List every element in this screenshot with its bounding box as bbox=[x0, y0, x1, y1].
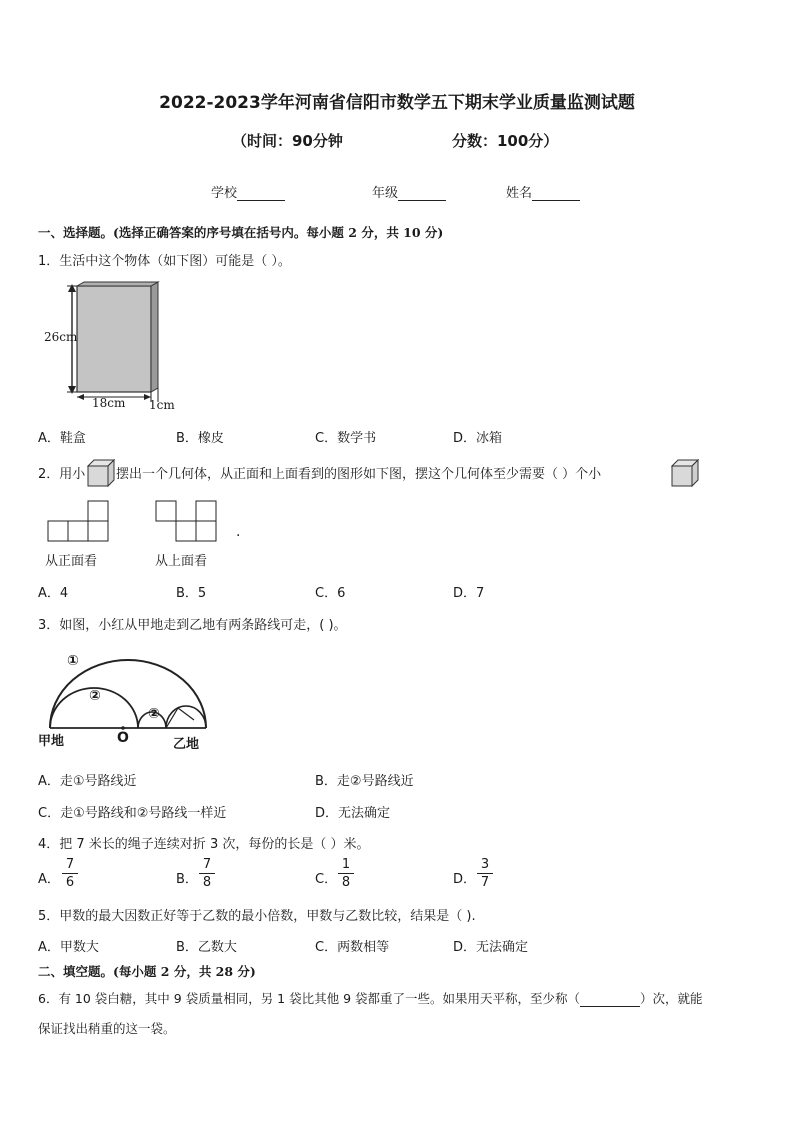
q2-option-d[interactable]: D．7 bbox=[453, 586, 485, 601]
q4-option-d[interactable]: D． bbox=[453, 872, 477, 887]
school-field bbox=[211, 182, 285, 201]
q5-option-a[interactable]: A．甲数大 bbox=[38, 940, 99, 955]
q2-option-b[interactable]: B．5 bbox=[176, 586, 207, 601]
school-label: 学校 bbox=[211, 186, 238, 201]
q3-start-label: 甲地 bbox=[38, 734, 65, 749]
q5-option-d[interactable]: D．无法确定 bbox=[453, 940, 529, 955]
exam-score: 分数：100分） bbox=[452, 132, 559, 150]
q4-option-c-fraction: 1 8 bbox=[338, 857, 354, 890]
q3-route2-label-b: ② bbox=[148, 706, 160, 722]
q2-front-label: 从正面看 bbox=[45, 554, 98, 569]
q2-top-label: 从上面看 bbox=[155, 554, 208, 569]
q1-height-label: 26cm bbox=[44, 330, 78, 344]
grade-blank[interactable] bbox=[398, 186, 446, 201]
grade-label: 年级 bbox=[372, 186, 399, 201]
q6-text-a: 6．有 10 袋白糖，其中 9 袋质量相同，另 1 袋比其他 9 袋都重了一些。如果用天平称，至少称（ bbox=[38, 991, 581, 1006]
q1-depth-label: 1cm bbox=[149, 398, 175, 412]
q2-front-view bbox=[47, 500, 111, 542]
q1-option-b[interactable]: B．橡皮 bbox=[176, 431, 224, 446]
q4-option-c[interactable]: C． bbox=[315, 872, 338, 887]
q2-text-a: 2．用小 bbox=[38, 467, 86, 482]
page-title: 2022-2023学年河南省信阳市数学五下期末学业质量监测试题 bbox=[159, 93, 635, 113]
q2-top-view bbox=[155, 500, 219, 542]
q4-option-d-fraction: 3 7 bbox=[477, 857, 493, 890]
q6-line1 bbox=[38, 989, 703, 1007]
small-cube-icon bbox=[86, 458, 108, 480]
name-label: 姓名 bbox=[506, 186, 533, 201]
q3-end-label: 乙地 bbox=[173, 737, 200, 752]
q3-option-a[interactable]: A．走①号路线近 bbox=[38, 774, 137, 789]
school-blank[interactable] bbox=[237, 186, 285, 201]
q3-center-label: O bbox=[117, 730, 129, 746]
q4-text: 4．把 7 米长的绳子连续对折 3 次，每份的长是（ ）米。 bbox=[38, 837, 370, 852]
q3-option-c[interactable]: C．走①号路线和②号路线一样近 bbox=[38, 806, 227, 821]
q1-text: 1．生活中这个物体（如下图）可能是（ ）。 bbox=[38, 254, 291, 269]
q2-option-c[interactable]: C．6 bbox=[315, 586, 346, 601]
q1-option-c[interactable]: C．数学书 bbox=[315, 431, 377, 446]
q3-route2-label-a: ② bbox=[89, 688, 101, 704]
q1-width-label: 18cm bbox=[92, 396, 126, 410]
section2-heading: 二、填空题。(每小题 2 分，共 28 分) bbox=[38, 964, 256, 979]
section1-heading: 一、选择题。(选择正确答案的序号填在括号内。每小题 2 分，共 10 分) bbox=[38, 225, 444, 240]
name-field bbox=[506, 182, 580, 201]
name-blank[interactable] bbox=[532, 186, 580, 201]
small-cube-icon-2 bbox=[670, 458, 692, 480]
exam-time: （时间：90分钟 bbox=[232, 132, 343, 150]
q3-text: 3．如图，小红从甲地走到乙地有两条路线可走，( )。 bbox=[38, 618, 347, 633]
q1-option-a[interactable]: A．鞋盒 bbox=[38, 431, 86, 446]
q4-option-a-fraction: 7 6 bbox=[62, 857, 78, 890]
q4-option-b[interactable]: B． bbox=[176, 872, 198, 887]
q1-option-d[interactable]: D．冰箱 bbox=[453, 431, 503, 446]
q4-option-a[interactable]: A． bbox=[38, 872, 60, 887]
grade-field bbox=[372, 182, 446, 201]
q2-option-a[interactable]: A．4 bbox=[38, 586, 69, 601]
q2-dot: . bbox=[236, 524, 241, 540]
q4-option-b-fraction: 7 8 bbox=[199, 857, 215, 890]
q3-option-b[interactable]: B．走②号路线近 bbox=[315, 774, 414, 789]
q6-line2: 保证找出稍重的这一袋。 bbox=[38, 1021, 176, 1036]
q5-option-b[interactable]: B．乙数大 bbox=[176, 940, 237, 955]
q2-text-b: 摆出一个几何体，从正面和上面看到的图形如下图，摆这个几何体至少需要（ ）个小 bbox=[116, 467, 602, 482]
q1-box-figure bbox=[40, 280, 190, 415]
q3-option-d[interactable]: D．无法确定 bbox=[315, 806, 391, 821]
q5-text: 5．甲数的最大因数正好等于乙数的最小倍数，甲数与乙数比较，结果是（ ). bbox=[38, 909, 476, 924]
q5-option-c[interactable]: C．两数相等 bbox=[315, 940, 390, 955]
q6-answer-blank[interactable] bbox=[580, 992, 640, 1007]
q6-text-b: ）次，就能 bbox=[640, 991, 703, 1006]
q3-route1-label: ① bbox=[67, 653, 79, 669]
